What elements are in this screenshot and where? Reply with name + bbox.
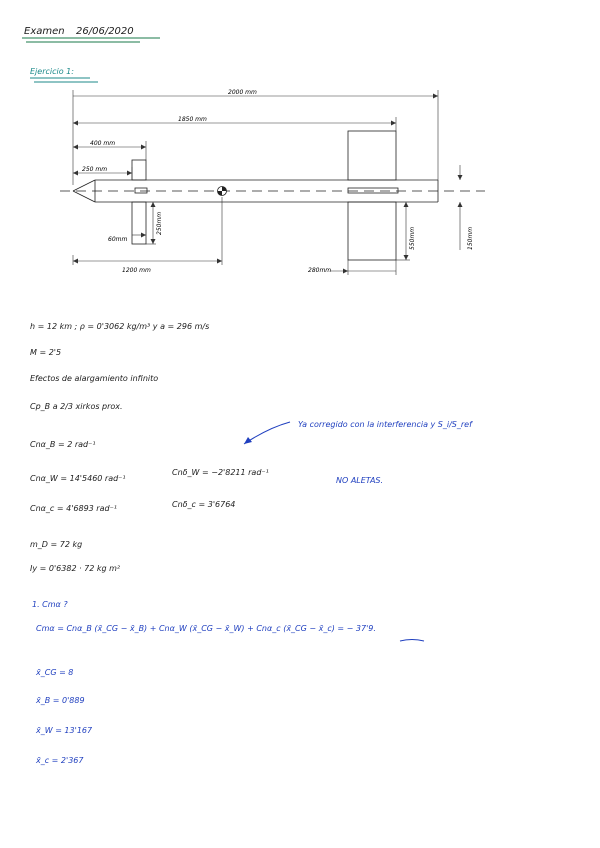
inertia-value: Iy = 0'6382 · 72 kg m² [30, 564, 121, 573]
question-label: 1. Cmα ? [32, 600, 68, 609]
interference-note: Ya corregido con la interferencia y S_i/S_ref [298, 420, 472, 429]
exam-title: Examen [24, 26, 65, 37]
dim-250-label: 250 mm [82, 166, 108, 173]
cma-formula: Cmα = Cnα_B (x̄_CG − x̄_B) + Cnα_W (x̄_CG − x̄_W) + Cnα_c (x̄_CG − x̄_c) = − 37'9. [36, 624, 376, 633]
note-arrow [238, 418, 298, 448]
dim-total-label: 2000 mm [228, 89, 257, 96]
mass-value: m_D = 72 kg [30, 540, 83, 549]
xw-value: x̄_W = 13'167 [36, 726, 93, 735]
dim-150-label: 150mm [467, 226, 474, 250]
exam-date: 26/06/2020 [76, 26, 134, 37]
dim-1200-label: 1200 mm [122, 267, 151, 274]
cna-body: Cnα_B = 2 rad⁻¹ [30, 440, 96, 449]
cnd-canard: Cnδ_c = 3'6764 [172, 500, 236, 509]
xcg-value: x̄_CG = 8 [36, 668, 74, 677]
dim-60-label: 60mm [108, 236, 128, 243]
section-underline [28, 76, 103, 84]
dim-280-label: 280mm [308, 267, 332, 274]
dim-1850-label: 1850 mm [178, 116, 207, 123]
dim-550-label: 550mm [409, 226, 416, 250]
cnd-wing: Cnδ_W = −2'8211 rad⁻¹ [172, 468, 269, 477]
xb-value: x̄_B = 0'889 [36, 696, 85, 705]
condition-line-1: h = 12 km ; ρ = 0'3062 kg/m³ y a = 296 m/s [30, 322, 210, 331]
dim-400-label: 400 mm [90, 140, 116, 147]
xc-value: x̄_c = 2'367 [36, 756, 84, 765]
condition-line-2: M = 2'5 [30, 348, 62, 357]
condition-line-4: Cp_B a 2/3 xirkos prox. [30, 402, 123, 411]
cna-wing: Cnα_W = 14'5460 rad⁻¹ [30, 474, 126, 483]
result-underline [398, 638, 428, 644]
condition-line-3: Efectos de alargamiento infinito [30, 374, 159, 383]
dim-250v-label: 250mm [156, 211, 163, 235]
missile-diagram [40, 85, 500, 295]
cna-canard: Cnα_c = 4'6893 rad⁻¹ [30, 504, 118, 513]
no-fins-note: NO ALETAS. [336, 476, 384, 485]
title-underline [20, 36, 165, 44]
section-title: Ejercicio 1: [30, 67, 74, 76]
